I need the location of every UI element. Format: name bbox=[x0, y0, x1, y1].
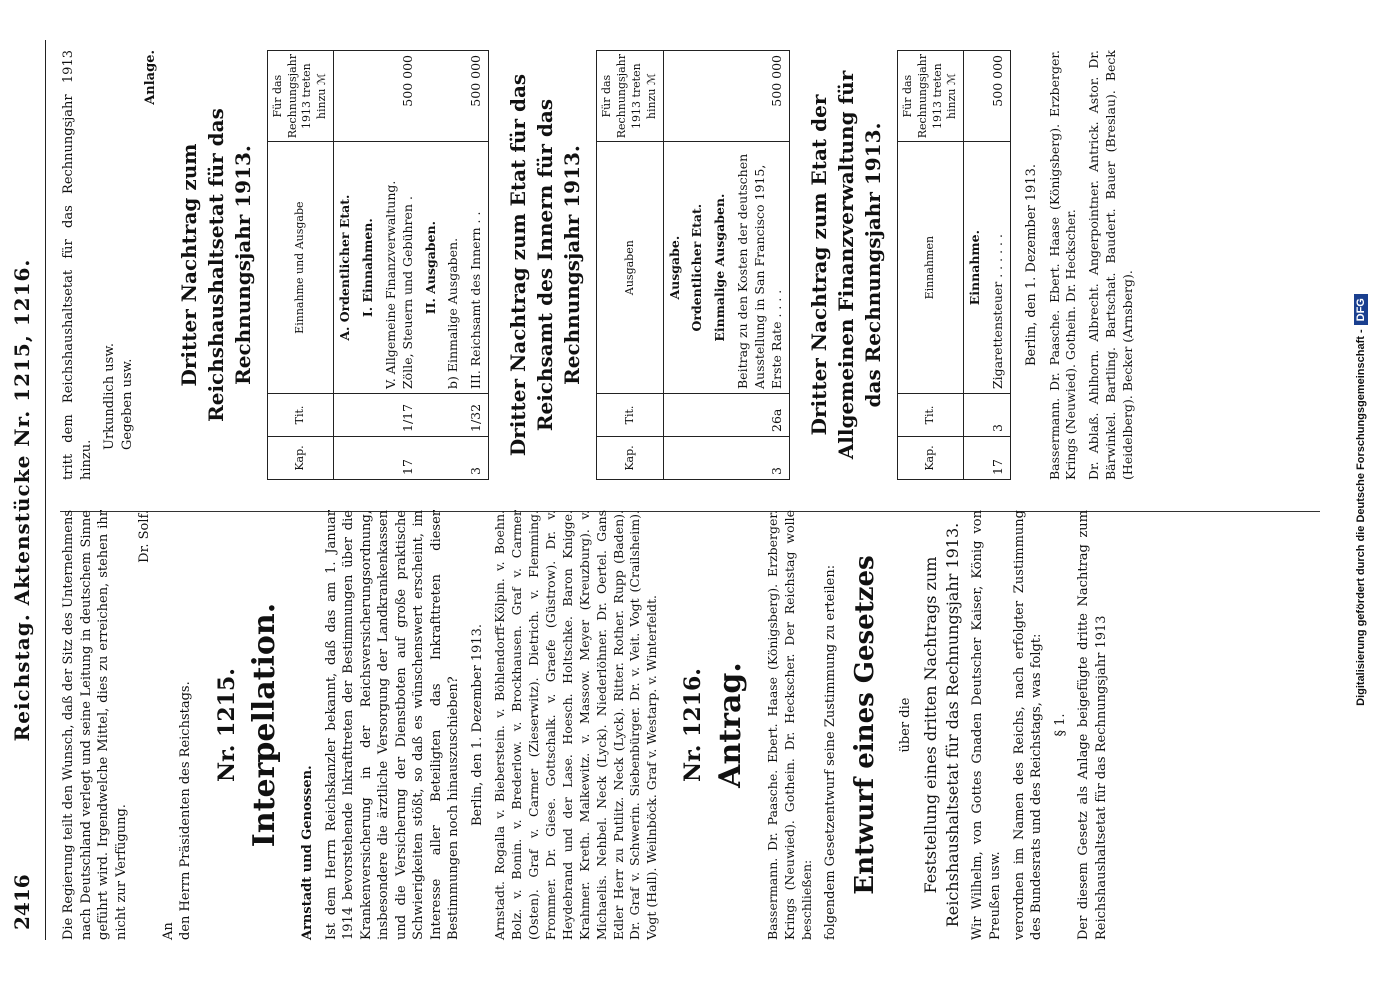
cell-amount bbox=[357, 51, 380, 142]
table-row bbox=[663, 51, 686, 480]
verordnen-text: verordnen im Namen des Reichs, nach erfolgter Zustimmung des Bundesrats und des Reichstags, was folgt: bbox=[1011, 510, 1045, 940]
table-header: Tit. bbox=[267, 394, 333, 437]
table-row bbox=[380, 51, 420, 480]
table-header: Kap. bbox=[897, 437, 963, 480]
table-header: Für das Rechnungsjahr 1913 treten hinzu ℳ bbox=[897, 51, 963, 142]
cell-amount bbox=[663, 51, 686, 142]
table-row bbox=[732, 51, 789, 480]
cell-tit bbox=[357, 394, 380, 437]
cell-amount bbox=[334, 51, 357, 142]
cell-tit bbox=[334, 394, 357, 437]
table-row bbox=[686, 51, 709, 480]
cell-kap bbox=[964, 437, 987, 480]
page-header bbox=[0, 0, 60, 1000]
table-row bbox=[465, 51, 488, 480]
table-row bbox=[334, 51, 357, 480]
section-2-title: Dritter Nachtrag zum Etat für das Reichsamt des Innern für das Rechnungsjahr 1913. bbox=[506, 73, 585, 457]
cell-amount bbox=[964, 51, 987, 142]
cell-kap: 3 bbox=[465, 437, 488, 480]
table-header: Für das Rechnungsjahr 1913 treten hinzu ℳ bbox=[267, 51, 333, 142]
digitization-footer bbox=[1355, 0, 1367, 1000]
cell-tit bbox=[442, 394, 465, 437]
entwurf-subject: Feststellung eines dritten Nachtrags zum Reichshaushaltsetat für das Rechnungsjahr 1913. bbox=[921, 522, 962, 928]
addressee-line-1: An bbox=[160, 922, 176, 940]
cell-tit bbox=[663, 394, 686, 437]
section-1-title: Dritter Nachtrag zum Reichshaushaltsetat für das Rechnungsjahr 1913. bbox=[176, 108, 255, 422]
nr-1216-heading: Nr. 1216. bbox=[680, 668, 707, 782]
addressee-line-2: den Herrn Präsidenten des Reichstags. bbox=[178, 681, 194, 940]
section-2-table bbox=[596, 50, 790, 480]
cell-text: Ausgabe. bbox=[663, 142, 686, 394]
entwurf-ueber: über die bbox=[897, 697, 913, 753]
table-header: Kap. bbox=[267, 437, 333, 480]
cell-tit: 26a bbox=[732, 394, 789, 437]
cell-amount: 500 000 bbox=[732, 51, 789, 142]
table-header: Einnahmen bbox=[897, 142, 963, 394]
final-signatories-2: Dr. Ablaß. Ahlhorn. Albrecht. Angerpointner. Antrick. Astor. Dr. Bärwinkel. Bartling. Bartschat. Baudert. Bauer (Breslau). Beck (Heidelberg). Becker (Arnsberg). bbox=[1086, 50, 1136, 480]
table-row bbox=[964, 51, 987, 480]
paragraph-1-heading: § 1. bbox=[1052, 713, 1068, 737]
table-row bbox=[442, 51, 465, 480]
antrag-text: folgendem Gesetzentwurf seine Zustimmung zu erteilen: bbox=[823, 564, 839, 940]
cell-tit: 1/17 bbox=[380, 394, 420, 437]
cell-text: Ordentlicher Etat. bbox=[686, 142, 709, 394]
cell-tit bbox=[709, 394, 732, 437]
gegeben: Gegeben usw. bbox=[119, 358, 135, 450]
cell-text: A. Ordentlicher Etat. bbox=[334, 142, 357, 394]
intro-paragraph: Die Regierung teilt den Wunsch, daß der Sitz des Unternehmens nach Deutschland verlegt und seine Leitung in deutschem Sinne geführt wird. Irgendwelche Mittel, dies zu erreichen, stehen ihr nicht zur Verfügung. bbox=[61, 510, 129, 940]
cell-text: I. Einnahmen. bbox=[357, 142, 380, 394]
table-row bbox=[357, 51, 380, 480]
entwurf-title: Entwurf eines Gesetzes bbox=[849, 555, 880, 895]
interpellation-date: Berlin, den 1. Dezember 1913. bbox=[469, 623, 485, 827]
signature: Dr. Solf. bbox=[137, 510, 153, 563]
table-row bbox=[987, 51, 1010, 480]
cell-kap bbox=[686, 437, 709, 480]
cell-amount bbox=[442, 51, 465, 142]
table-row bbox=[420, 51, 443, 480]
cell-kap bbox=[663, 437, 686, 480]
cell-text: II. Ausgaben. bbox=[420, 142, 443, 394]
table-header: Ausgaben bbox=[597, 142, 663, 394]
table-header: Einnahme und Ausgabe bbox=[267, 142, 333, 394]
cell-amount bbox=[686, 51, 709, 142]
table-header: Für das Rechnungsjahr 1913 treten hinzu ℳ bbox=[597, 51, 663, 142]
nr-1215-heading: Nr. 1215. bbox=[213, 668, 240, 782]
cell-kap: 17 bbox=[380, 437, 420, 480]
cell-amount: 500 000 bbox=[380, 51, 420, 142]
cell-kap bbox=[442, 437, 465, 480]
cell-tit: 3 bbox=[987, 394, 1010, 437]
cell-text: Einmalige Ausgaben. bbox=[709, 142, 732, 394]
final-signatories-1: Bassermann. Dr. Paasche. Ebert. Haase (Königsberg). Erzberger. Krings (Neuwied). Gothein. Dr. Heckscher. bbox=[1046, 50, 1079, 480]
page-number: 2416 bbox=[10, 874, 34, 930]
cell-text: III. Reichsamt des Innern . . bbox=[465, 142, 488, 394]
table-header: Tit. bbox=[897, 394, 963, 437]
wir-wilhelm: Wir Wilhelm, von Gottes Gnaden Deutscher Kaiser, König von Preußen usw. bbox=[970, 510, 1003, 940]
continuation-text: tritt dem Reichshaushaltsetat für das Rechnungsjahr 1913 hinzu. bbox=[61, 50, 94, 480]
cell-amount bbox=[420, 51, 443, 142]
cell-tit bbox=[964, 394, 987, 437]
cell-tit bbox=[686, 394, 709, 437]
cell-tit bbox=[420, 394, 443, 437]
interpellation-title: Interpellation. bbox=[246, 602, 282, 848]
cell-tit: 1/32 bbox=[465, 394, 488, 437]
interpellation-authors: Arnstadt und Genossen. bbox=[300, 765, 316, 940]
left-column bbox=[60, 510, 1116, 940]
cell-kap bbox=[357, 437, 380, 480]
cell-text: Zigarettensteuer . . . . . . bbox=[987, 142, 1010, 394]
running-head: Reichstag. Aktenstücke Nr. 1215, 1216. bbox=[10, 258, 34, 742]
cell-kap bbox=[709, 437, 732, 480]
cell-amount bbox=[709, 51, 732, 142]
cell-kap bbox=[420, 437, 443, 480]
table-header: Kap. bbox=[597, 437, 663, 480]
table-header: Tit. bbox=[597, 394, 663, 437]
right-column bbox=[60, 50, 1143, 480]
interpellation-text: Ist dem Herrn Reichskanzler bekannt, daß das am 1. Januar 1914 bevorstehende Inkrafttreten der Bestimmungen über die Krankenversicherung in der Reichsversicherungsordnung, insbesondere die ärztliche Versorgung der Landkrankenkassen und die Versicherung der Dienstboten auf große praktische Schwierigkeiten stößt, so daß es wünschenswert erscheint, im Interesse aller Beteiligten das Inkrafttreten dieser Bestimmungen noch hinauszuschieben? bbox=[323, 510, 462, 940]
cell-text: Beitrag zu den Kosten der deutschen Ausstellung in San Francisco 1915, Erste Rate . . . . bbox=[732, 142, 789, 394]
cell-text: V. Allgemeine Finanzverwaltung. Zölle, Steuern und Gebühren . bbox=[380, 142, 420, 394]
dfg-logo: DFG bbox=[1354, 294, 1368, 325]
cell-kap: 17 bbox=[987, 437, 1010, 480]
cell-kap: 3 bbox=[732, 437, 789, 480]
interpellation-signatories: Arnstadt. Rogalla v. Bieberstein. v. Böhlendorff-Kölpin. v. Boehn. Bolz. v. Bonin. v. Brederlow. v. Brockhausen. Graf v. Carmer (Osten). Graf v. Carmer (Zieserwitz). Dietrich. v. Flemming. Frommer. Dr. Giese. Gottschalk. v. Graefe (Güstrow). Dr. v. Heydebrand und der Lase. Hoesch. Holtschke. Baron Knigge. Krahmer. Kreth. Malkewitz. v. Massow. Meyer (Kreuzburg). v. Michaelis. Nehbel. Neck (Lyck). Niederlöhner. Dr. Oertel. Gans Edler Herr zu Putlitz. Neck (Lyck). Ritter. Rother. Rupp (Baden). Dr. Graf v. Schwerin. Siebenbürger. Dr. v. Veit. Vogt (Crailsheim). Vogt (Hall). Weilnböck. Graf v. Westarp. v. Winterfeldt. bbox=[492, 510, 660, 940]
paragraph-1-text: Der diesem Gesetz als Anlage beigefügte dritte Nachtrag zum Reichshaushaltsetat für das Rechnungsjahr 1913 bbox=[1076, 510, 1109, 940]
section-1-table bbox=[267, 50, 490, 480]
anlage-label: Anlage. bbox=[143, 50, 159, 105]
cell-text: b) Einmalige Ausgaben. bbox=[442, 142, 465, 394]
urkundlich: Urkundlich usw. bbox=[102, 343, 118, 450]
header-rule bbox=[45, 40, 46, 940]
antrag-title: Antrag. bbox=[712, 662, 748, 788]
antrag-signatories: Bassermann. Dr. Paasche. Ebert. Haase (Königsberg). Erzberger. Krings (Neuwied). Gothein. Dr. Heckscher. Der Reichstag wolle beschließen: bbox=[765, 510, 815, 940]
final-date: Berlin, den 1. Dezember 1913. bbox=[1023, 163, 1039, 367]
cell-amount: 500 000 bbox=[465, 51, 488, 142]
section-3-title: Dritter Nachtrag zum Etat der Allgemeinen Finanzverwaltung für das Rechnungsjahr 1913. bbox=[806, 70, 885, 460]
digitization-text: Digitalisierung gefördert durch die Deutsche Forschungsgemeinschaft - bbox=[1355, 329, 1367, 706]
table-row bbox=[709, 51, 732, 480]
cell-text: Einnahme. bbox=[964, 142, 987, 394]
cell-kap bbox=[334, 437, 357, 480]
section-3-table bbox=[897, 50, 1011, 480]
cell-amount: 500 000 bbox=[987, 51, 1010, 142]
